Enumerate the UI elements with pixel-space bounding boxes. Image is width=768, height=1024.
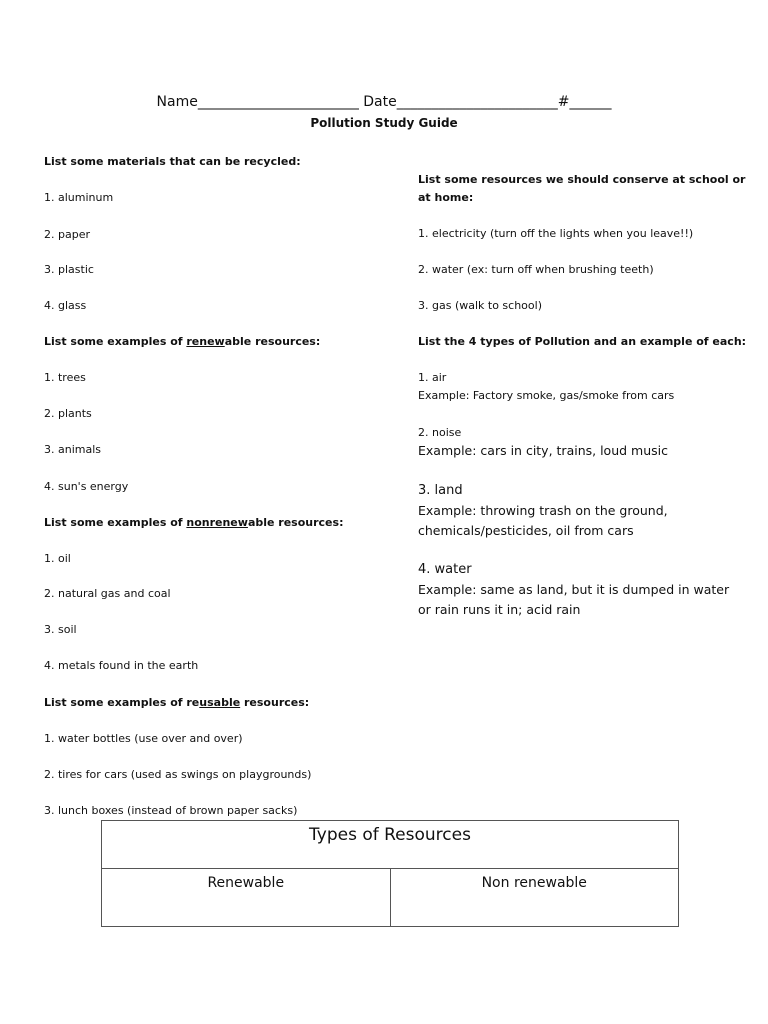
types-of-resources-table — [101, 820, 679, 927]
list-item: 3. gas (walk to school) — [418, 299, 542, 312]
name-date-number-line: Name_______________________ Date_______________________#______ — [156, 94, 612, 110]
heading-text: able resources: — [224, 335, 321, 348]
list-item: 2. paper — [44, 228, 90, 241]
nonrenewable-heading — [44, 514, 343, 532]
conserve-heading: List some resources we should conserve at school or at home: — [418, 173, 746, 204]
pollution-example: Example: throwing trash on the ground, chemicals/pesticides, oil from cars — [418, 503, 668, 538]
list-item: 4. metals found in the earth — [44, 659, 199, 672]
recycled-heading: List some materials that can be recycled: — [44, 155, 301, 168]
list-item: 1. aluminum — [44, 191, 114, 204]
pollution-type-label: 4. water — [418, 562, 472, 577]
heading-text: resources: — [240, 696, 310, 709]
heading-underlined: nonrenew — [186, 516, 248, 529]
table-title: Types of Resources — [102, 821, 679, 869]
nonrenewable-column-header: Non renewable — [390, 869, 679, 927]
heading-underlined: usable — [199, 696, 241, 709]
page-title: Pollution Study Guide — [310, 116, 458, 130]
list-item: 4. glass — [44, 299, 87, 312]
list-item: 3. soil — [44, 623, 77, 636]
list-item: 1. trees — [44, 371, 86, 384]
list-item: 3. lunch boxes (instead of brown paper sacks) — [44, 804, 298, 817]
pollution-type-label: 3. land — [418, 483, 463, 498]
list-item: 2. tires for cars (used as swings on playgrounds) — [44, 768, 312, 781]
list-item: 2. plants — [44, 407, 92, 420]
pollution-heading: List the 4 types of Pollution and an example of each: — [418, 335, 747, 348]
list-item: 1. electricity (turn off the lights when you leave!!) — [418, 227, 694, 240]
pollution-example: Example: same as land, but it is dumped in water or rain runs it in; acid rain — [418, 582, 730, 617]
heading-text: able resources: — [247, 516, 344, 529]
renewable-heading — [44, 333, 320, 351]
pollution-type-label: 2. noise — [418, 426, 462, 439]
reusable-heading — [44, 694, 309, 712]
pollution-type-label: 1. air — [418, 371, 447, 384]
pollution-example: Example: Factory smoke, gas/smoke from cars — [418, 389, 675, 402]
renewable-column-header: Renewable — [102, 869, 391, 927]
list-item: 4. sun's energy — [44, 480, 129, 493]
heading-text: List some examples of re — [44, 696, 200, 709]
list-item: 1. oil — [44, 552, 71, 565]
heading-underlined: renew — [186, 335, 225, 348]
pollution-example: Example: cars in city, trains, loud music — [418, 443, 668, 458]
list-item: 3. plastic — [44, 263, 94, 276]
list-item: 1. water bottles (use over and over) — [44, 732, 243, 745]
list-item: 3. animals — [44, 443, 102, 456]
heading-text: List some examples of — [44, 335, 187, 348]
list-item: 2. water (ex: turn off when brushing teeth) — [418, 263, 654, 276]
list-item: 2. natural gas and coal — [44, 587, 171, 600]
heading-text: List some examples of — [44, 516, 187, 529]
